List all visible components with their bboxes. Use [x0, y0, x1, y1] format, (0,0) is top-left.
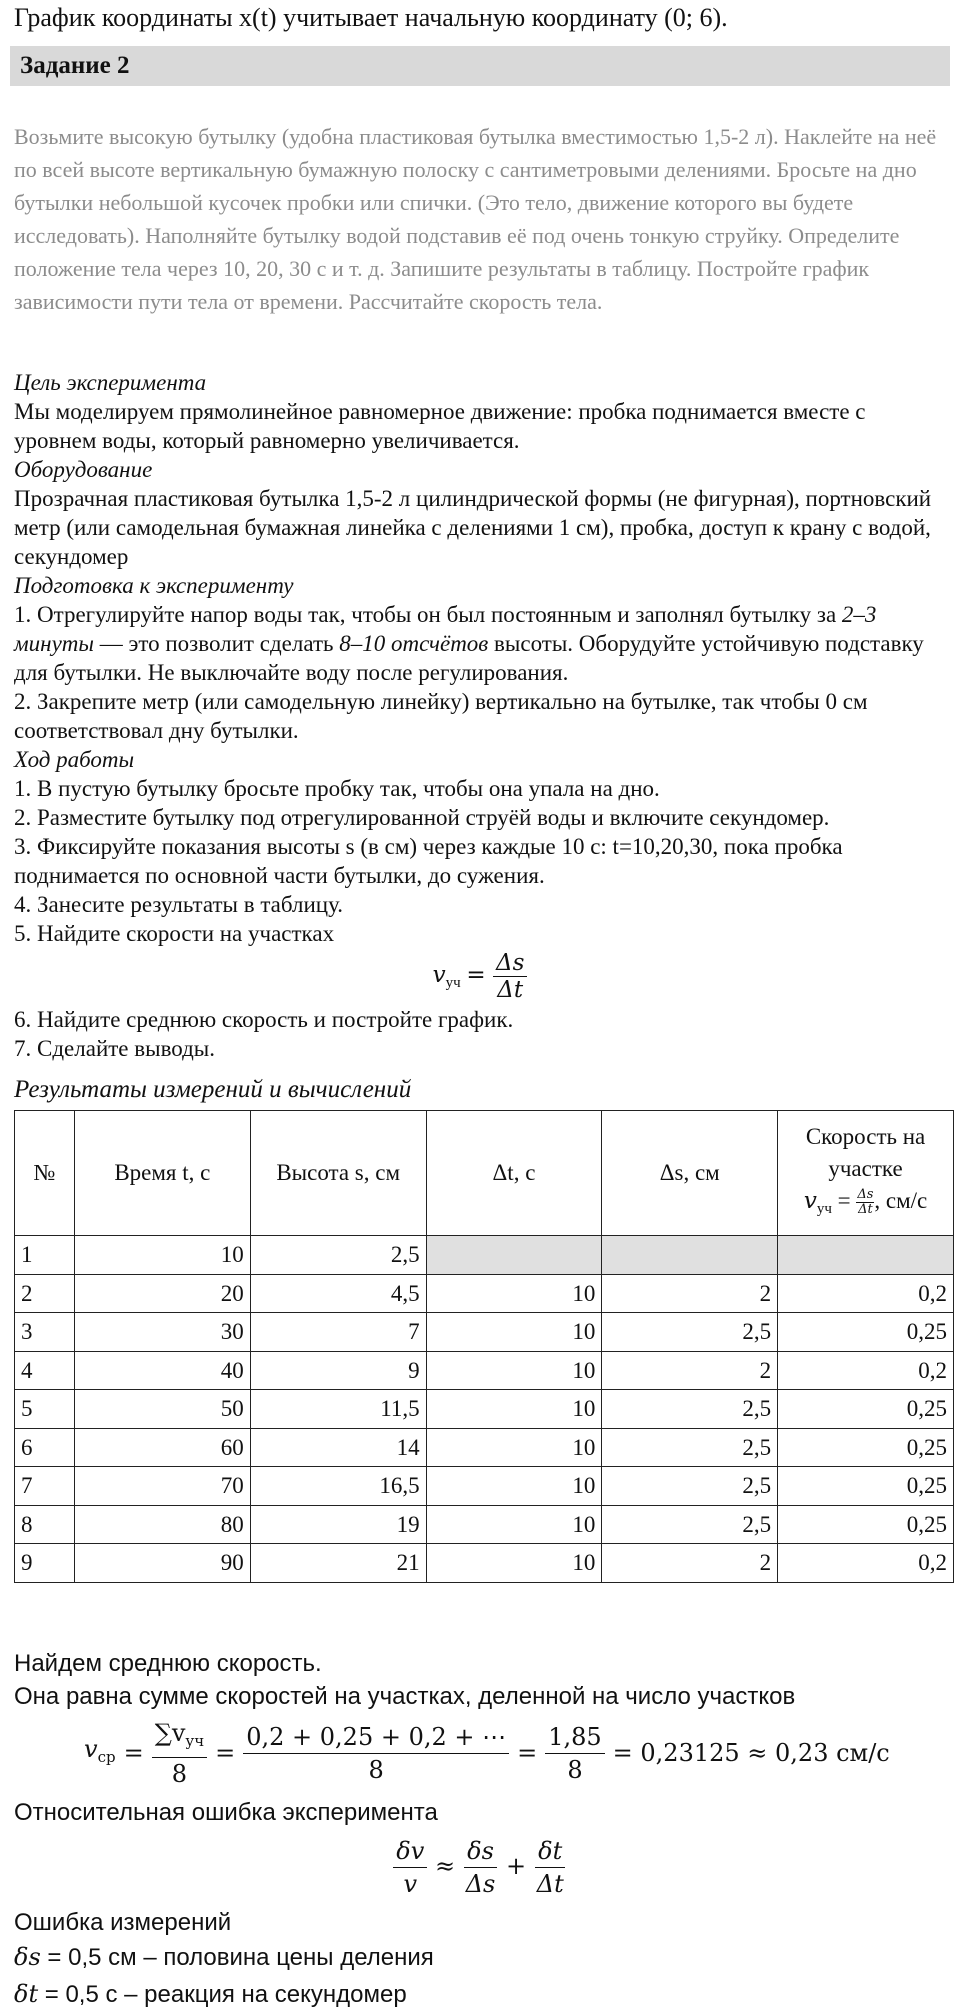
speed-formula: $v_{уч}$ = $\frac{\Delta s}{\Delta t}$ [14, 950, 946, 1003]
table-cell: 10 [426, 1505, 602, 1544]
table-cell: 5 [15, 1390, 75, 1429]
table-cell: 0,2 [778, 1351, 954, 1390]
error-t-line: δt = 0,5 с – реакция на секундомер [14, 1979, 407, 2008]
table-row [15, 1544, 954, 1583]
col-header-number: № [15, 1111, 75, 1236]
table-cell: 2 [602, 1351, 778, 1390]
table-cell: 10 [74, 1236, 250, 1275]
table-cell: 2,5 [602, 1313, 778, 1352]
avg-heading: Найдем среднюю скорость. [14, 1649, 322, 1677]
table-cell: 19 [250, 1505, 426, 1544]
work-step-7: 7. Сделайте выводы. [14, 1036, 216, 1061]
table-cell: 2,5 [250, 1236, 426, 1275]
avg-text: Она равна сумме скоростей на участках, деленной на число участков [14, 1682, 796, 1710]
table-cell: 0,25 [778, 1467, 954, 1506]
work-step-5: 5. Найдите скорости на участках [14, 921, 335, 946]
table-cell: 40 [74, 1351, 250, 1390]
table-row [15, 1351, 954, 1390]
table-cell: 10 [426, 1351, 602, 1390]
table-cell: 6 [15, 1428, 75, 1467]
work-step-6: 6. Найдите среднюю скорость и постройте график. [14, 1007, 514, 1032]
col-header-height: Высота s, см [250, 1111, 426, 1236]
work-step-3: 3. Фиксируйте показания высоты s (в см) через каждые 10 с: t=10,20,30, пока пробка поднимается по основной части бутылки, до сужения. [14, 834, 843, 888]
table-cell: 9 [250, 1351, 426, 1390]
prep-step-1: 1. Отрегулируйте напор воды так, чтобы он был постоянным и заполнял бутылку за 2–3 минуты — это позволит сделать 8–10 отсчётов высоты. Оборудуйте устойчивую подставку для бутылки. Не выключайте воду после регулирования. [14, 602, 924, 685]
table-row [15, 1505, 954, 1544]
table-cell: 0,2 [778, 1274, 954, 1313]
task-header: Задание 2 [10, 46, 950, 86]
measurement-error-heading: Ошибка измерений [14, 1908, 232, 1936]
table-cell: 30 [74, 1313, 250, 1352]
work-step-2: 2. Разместите бутылку под отрегулированной струёй воды и включите секундомер. [14, 805, 830, 830]
table-row [15, 1467, 954, 1506]
work-step-4: 4. Занесите результаты в таблицу. [14, 892, 344, 917]
table-cell: 20 [74, 1274, 250, 1313]
table-cell: 21 [250, 1544, 426, 1583]
table-cell: 0,2 [778, 1544, 954, 1583]
col-header-time: Время t, с [74, 1111, 250, 1236]
error-s-line: δs = 0,5 см – половина цены деления [14, 1942, 434, 1971]
task-text: Возьмите высокую бутылку (удобна пластиковая бутылка вместимостью 1,5-2 л). Наклейте на неё по всей высоте вертикальную бумажную полоску с сантиметровыми делениями. Бросьте на дно бутылки небольшой кусочек пробки или спички. (Это тело, движение которого вы будете исследовать). Наполняйте бутылку водой подставив её под очень тонкую струйку. Определите положение тела через 10, 20, 30 с и т. д. Запишите результаты в таблицу. Постройте график зависимости пути тела от времени. Рассчитайте скорость тела. [14, 124, 937, 314]
table-cell: 2,5 [602, 1390, 778, 1429]
table-cell: 2,5 [602, 1505, 778, 1544]
table-row [15, 1236, 954, 1275]
top-line: График координаты x(t) учитывает начальную координату (0; 6). [14, 3, 728, 32]
col-header-ds: Δs, см [602, 1111, 778, 1236]
table-cell: 11,5 [250, 1390, 426, 1429]
table-row [15, 1428, 954, 1467]
table-cell [426, 1236, 602, 1275]
table-cell: 2,5 [602, 1428, 778, 1467]
equipment-text: Прозрачная пластиковая бутылка 1,5-2 л цилиндрической формы (не фигурная), портновский метр (или самодельная бумажная линейка с делениями 1 см), пробка, доступ к крану с водой, секундомер [14, 486, 932, 569]
table-cell: 60 [74, 1428, 250, 1467]
table-cell: 7 [15, 1467, 75, 1506]
table-cell: 4,5 [250, 1274, 426, 1313]
table-row [15, 1390, 954, 1429]
table-cell: 10 [426, 1313, 602, 1352]
col-header-dt: Δt, с [426, 1111, 602, 1236]
table-cell: 7 [250, 1313, 426, 1352]
goal-text: Мы моделируем прямолинейное равномерное движение: пробка поднимается вместе с уровнем воды, который равномерно увеличивается. [14, 399, 866, 453]
table-cell: 2 [602, 1544, 778, 1583]
avg-speed-formula: $v_{cp}$ = $\frac{\sum v_{уч}}{8}$ = $\frac{0,2 + 0,25 + 0,2 + \cdots}{8}$ = $\frac{1,85}{8}$ = 0,23125 ≈ 0,23 см/с [84, 1718, 890, 1788]
table-cell: 70 [74, 1467, 250, 1506]
table-cell: 0,25 [778, 1428, 954, 1467]
table-cell: 3 [15, 1313, 75, 1352]
table-cell [602, 1236, 778, 1275]
table-cell: 2,5 [602, 1467, 778, 1506]
table-row [15, 1313, 954, 1352]
table-cell: 10 [426, 1274, 602, 1313]
table-header-row [15, 1111, 954, 1236]
relative-error-formula: $\frac{\delta v}{v}$ ≈ $\frac{\delta s}{\Delta s}$ + $\frac{\delta t}{\Delta t}$ [14, 1835, 946, 1900]
table-cell: 2 [602, 1274, 778, 1313]
table-cell: 10 [426, 1390, 602, 1429]
table-cell: 10 [426, 1428, 602, 1467]
table-cell: 50 [74, 1390, 250, 1429]
table-row [15, 1274, 954, 1313]
table-cell: 10 [426, 1467, 602, 1506]
table-cell: 10 [426, 1544, 602, 1583]
rel-error-heading: Относительная ошибка эксперимента [14, 1798, 438, 1826]
prep-step-2: 2. Закрепите метр (или самодельную линейку) вертикально на бутылке, так чтобы 0 см соответствовал дну бутылки. [14, 689, 868, 743]
equipment-heading: Оборудование [14, 457, 153, 482]
table-cell: 80 [74, 1505, 250, 1544]
table-cell: 2 [15, 1274, 75, 1313]
table-cell: 0,25 [778, 1505, 954, 1544]
table-cell: 90 [74, 1544, 250, 1583]
work-step-1: 1. В пустую бутылку бросьте пробку так, чтобы она упала на дно. [14, 776, 660, 801]
table-cell: 0,25 [778, 1313, 954, 1352]
table-cell: 1 [15, 1236, 75, 1275]
goal-heading: Цель эксперимента [14, 370, 207, 395]
table-cell: 4 [15, 1351, 75, 1390]
results-title: Результаты измерений и вычислений [14, 1076, 412, 1103]
table-cell [778, 1236, 954, 1275]
table-cell: 0,25 [778, 1390, 954, 1429]
table-cell: 8 [15, 1505, 75, 1544]
table-cell: 16,5 [250, 1467, 426, 1506]
work-heading: Ход работы [14, 747, 135, 772]
prep-heading: Подготовка к эксперименту [14, 573, 294, 598]
table-cell: 14 [250, 1428, 426, 1467]
table-cell: 9 [15, 1544, 75, 1583]
results-table [14, 1110, 954, 1583]
col-header-speed: Скорость на участке $v_{уч}$ = $\frac{\Delta s}{\Delta t}$ , см/с [778, 1111, 954, 1236]
